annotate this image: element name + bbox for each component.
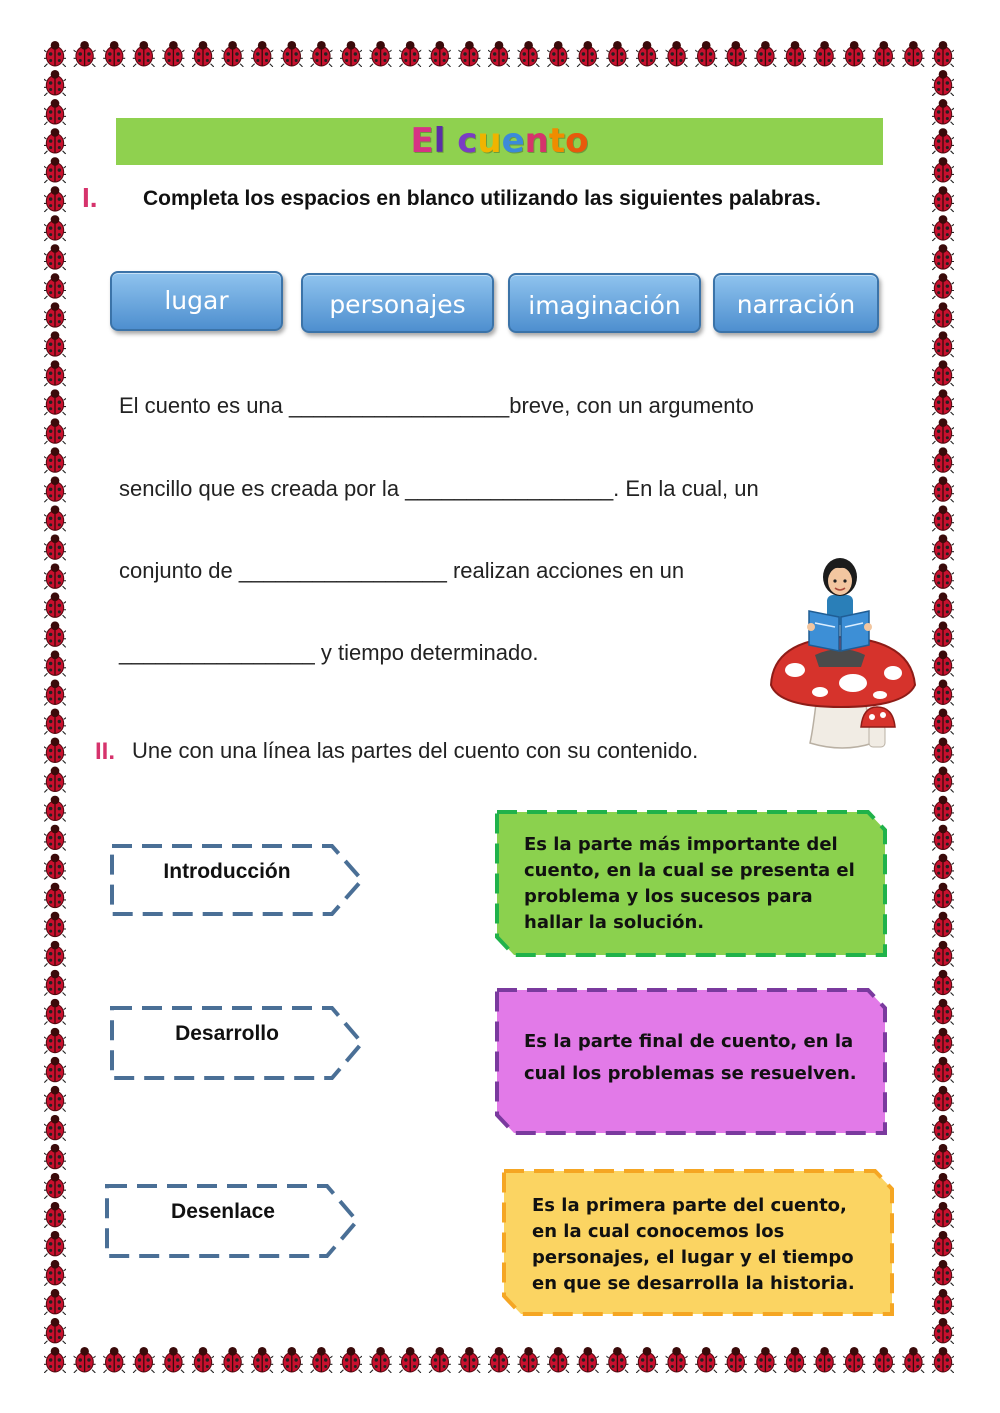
title-letter: t [548, 121, 566, 161]
title-letter [445, 121, 457, 161]
word-imaginacion-button[interactable]: imaginación [508, 273, 701, 333]
ladybug-icon [931, 418, 955, 444]
description-2-text[interactable]: Es la parte final de cuento, en la cual los problemas se resuelven. [524, 1031, 857, 1084]
ladybug-icon [43, 331, 67, 357]
ladybug-icon [43, 99, 67, 125]
ladybug-icon [43, 738, 67, 764]
ladybug-icon [43, 273, 67, 299]
word-lugar-button[interactable]: lugar [110, 271, 283, 331]
ladybug-icon [931, 709, 955, 735]
ladybug-icon [43, 679, 67, 705]
ladybug-icon [369, 1347, 393, 1373]
ladybug-icon [280, 41, 304, 67]
ladybug-icon [665, 1347, 689, 1373]
ladybug-icon [546, 41, 570, 67]
ladybug-icon [517, 1347, 541, 1373]
part-desenlace-label[interactable]: Desenlace [171, 1200, 275, 1223]
ladybug-icon [43, 186, 67, 212]
ladybug-icon [250, 1347, 274, 1373]
ladybug-icon [872, 41, 896, 67]
section-1-instruction: Completa los espacios en blanco utilizando las siguientes palabras. [143, 187, 822, 210]
ladybug-icon [369, 41, 393, 67]
ladybug-icon [753, 1347, 777, 1373]
ladybug-icon [191, 1347, 215, 1373]
ladybug-icon [724, 41, 748, 67]
ladybug-icon [43, 709, 67, 735]
ladybug-icon [43, 1347, 67, 1373]
word-narracion-button[interactable]: narración [713, 273, 879, 333]
part-desarrollo-label[interactable]: Desarrollo [175, 1022, 279, 1045]
ladybug-icon [191, 41, 215, 67]
ladybug-icon [931, 157, 955, 183]
ladybug-icon [931, 186, 955, 212]
ladybug-icon [901, 41, 925, 67]
ladybug-icon [842, 1347, 866, 1373]
ladybug-icon [457, 41, 481, 67]
ladybug-icon [783, 1347, 807, 1373]
ladybug-icon [43, 418, 67, 444]
ladybug-icon [813, 41, 837, 67]
ladybug-icon [931, 563, 955, 589]
ladybug-icon [931, 331, 955, 357]
ladybug-icon [43, 621, 67, 647]
ladybug-icon [931, 273, 955, 299]
ladybug-icon [931, 70, 955, 96]
paragraph-line-3: conjunto de _________________ realizan acciones en un [119, 558, 685, 583]
ladybug-icon [250, 41, 274, 67]
ladybug-icon [665, 41, 689, 67]
word-personajes-button[interactable]: personajes [301, 273, 494, 333]
ladybug-icon [931, 592, 955, 618]
ladybug-icon [102, 41, 126, 67]
ladybug-icon [753, 41, 777, 67]
ladybug-icon [842, 41, 866, 67]
ladybug-icon [931, 99, 955, 125]
ladybug-icon [487, 41, 511, 67]
ladybug-icon [43, 534, 67, 560]
paragraph-line-1: El cuento es una __________________breve, con un argumento [119, 393, 754, 418]
ladybug-icon [339, 41, 363, 67]
girl-reading-on-mushroom-icon [765, 555, 920, 755]
ladybug-icon [576, 1347, 600, 1373]
ladybug-icon [783, 41, 807, 67]
ladybug-icon [398, 1347, 422, 1373]
ladybug-icon [221, 1347, 245, 1373]
ladybug-icon [43, 389, 67, 415]
ladybug-icon [931, 505, 955, 531]
ladybug-icon [931, 650, 955, 676]
title-letter: u [477, 121, 502, 161]
ladybug-icon [339, 1347, 363, 1373]
ladybug-icon [517, 41, 541, 67]
ladybug-icon [635, 41, 659, 67]
ladybug-icon [43, 302, 67, 328]
ladybug-icon [43, 128, 67, 154]
title-letter: e [501, 121, 525, 161]
ladybug-icon [43, 447, 67, 473]
ladybug-icon [931, 447, 955, 473]
ladybug-icon [43, 476, 67, 502]
ladybug-icon [931, 534, 955, 560]
ladybug-icon [694, 41, 718, 67]
title-letter: c [457, 121, 478, 161]
ladybug-icon [694, 1347, 718, 1373]
title-letter: E [410, 121, 434, 161]
ladybug-icon [635, 1347, 659, 1373]
ladybug-icon [931, 621, 955, 647]
ladybug-icon [931, 1347, 955, 1373]
ladybug-icon [73, 41, 97, 67]
ladybug-icon [428, 41, 452, 67]
title-letter: n [524, 121, 549, 161]
ladybug-icon [43, 650, 67, 676]
ladybug-icon [43, 215, 67, 241]
ladybug-icon [398, 41, 422, 67]
ladybug-icon [280, 1347, 304, 1373]
ladybug-icon [813, 1347, 837, 1373]
ladybug-icon [43, 505, 67, 531]
ladybug-icon [931, 128, 955, 154]
ladybug-icon [43, 592, 67, 618]
ladybug-icon [132, 41, 156, 67]
section-1-number: I. [82, 182, 98, 213]
ladybug-icon [43, 563, 67, 589]
ladybug-icon [43, 244, 67, 270]
ladybug-icon [43, 157, 67, 183]
ladybug-icon [931, 476, 955, 502]
ladybug-icon [724, 1347, 748, 1373]
ladybug-icon [931, 41, 955, 67]
ladybug-icon [931, 360, 955, 386]
ladybug-icon [931, 215, 955, 241]
ladybug-icon [546, 1347, 570, 1373]
description-3-text[interactable]: Es la primera parte del cuento, en la cual conocemos los personajes, el lugar y el tiempo en que se desarrolla la historia. [532, 1195, 855, 1294]
paragraph-line-4: ________________ y tiempo determinado. [119, 640, 539, 665]
ladybug-icon [309, 41, 333, 67]
section-2-number: II. [95, 738, 116, 765]
ladybug-icon [43, 41, 67, 67]
ladybug-icon [43, 70, 67, 96]
ladybug-icon [605, 41, 629, 67]
ladybug-icon [931, 389, 955, 415]
ladybug-icon [428, 1347, 452, 1373]
ladybug-icon [132, 1347, 156, 1373]
ladybug-icon [161, 41, 185, 67]
ladybug-icon [309, 1347, 333, 1373]
ladybug-icon [931, 244, 955, 270]
ladybug-icon [102, 1347, 126, 1373]
ladybug-icon [931, 767, 955, 793]
ladybug-icon [487, 1347, 511, 1373]
ladybug-icon [221, 41, 245, 67]
ladybug-icon [931, 738, 955, 764]
ladybug-icon [43, 360, 67, 386]
ladybug-icon [901, 1347, 925, 1373]
ladybug-icon [931, 302, 955, 328]
paragraph-line-2: sencillo que es creada por la _________________. En la cual, un [119, 476, 759, 501]
section-2-instruction: Une con una línea las partes del cuento con su contenido. [132, 738, 699, 763]
title-letter: l [433, 121, 446, 161]
ladybug-icon [457, 1347, 481, 1373]
ladybug-icon [872, 1347, 896, 1373]
description-1-text[interactable]: Es la parte más importante del cuento, en la cual se presenta el problema y los sucesos para hallar la solución. [524, 834, 855, 933]
part-introduccion-label[interactable]: Introducción [163, 860, 291, 883]
ladybug-icon [576, 41, 600, 67]
ladybug-icon [73, 1347, 97, 1373]
title-letter: o [565, 121, 589, 161]
ladybug-icon [43, 767, 67, 793]
ladybug-icon [161, 1347, 185, 1373]
ladybug-icon [605, 1347, 629, 1373]
ladybug-icon [931, 679, 955, 705]
page-title [116, 118, 883, 165]
